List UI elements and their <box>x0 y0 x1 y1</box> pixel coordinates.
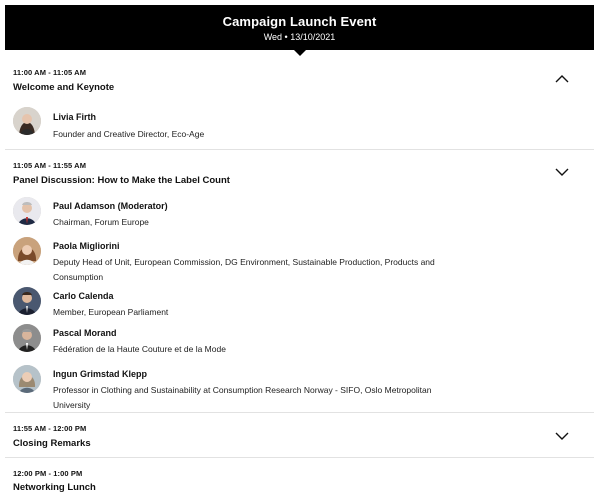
speaker-name: Paul Adamson (Moderator) <box>53 201 168 211</box>
speaker-avatar <box>13 287 41 315</box>
speaker-role: Chairman, Forum Europe <box>53 217 149 227</box>
session-title: Panel Discussion: How to Make the Label Count <box>13 175 230 186</box>
agenda-panel <box>5 5 594 494</box>
session-title: Welcome and Keynote <box>13 82 115 93</box>
speaker-name: Paola Migliorini <box>53 241 120 251</box>
event-header <box>5 5 594 50</box>
divider <box>5 457 594 458</box>
divider <box>5 412 594 413</box>
session-title: Networking Lunch <box>13 482 96 493</box>
speaker-role: Professor in Clothing and Sustainability at Consumption Research Norway - SIFO, Oslo Metropolitan University <box>53 385 432 410</box>
session-time: 12:00 PM - 1:00 PM <box>13 469 83 478</box>
session-title: Closing Remarks <box>13 438 91 449</box>
speaker-role: Fédération de la Haute Couture et de la Mode <box>53 344 226 354</box>
speaker-name: Ingun Grimstad Klepp <box>53 369 148 379</box>
speaker-avatar <box>13 237 41 265</box>
speaker-role: Founder and Creative Director, Eco-Age <box>53 129 205 139</box>
session-time: 11:05 AM - 11:55 AM <box>13 161 87 170</box>
speaker-role: Deputy Head of Unit, European Commission, DG Environment, Sustainable Production, Products and Consumption <box>53 257 435 282</box>
divider <box>5 149 594 150</box>
speaker-avatar <box>13 197 41 225</box>
event-date: Wed • 13/10/2021 <box>263 32 336 42</box>
session-time: 11:55 AM - 12:00 PM <box>13 424 87 433</box>
chevron-down-icon[interactable] <box>554 167 570 177</box>
chevron-down-icon[interactable] <box>554 431 570 441</box>
speaker-avatar <box>13 324 41 352</box>
speaker-name: Livia Firth <box>53 112 97 122</box>
speaker-avatar <box>13 365 41 393</box>
speaker-name: Carlo Calenda <box>53 291 114 301</box>
speaker-name: Pascal Morand <box>53 328 117 338</box>
session-time: 11:00 AM - 11:05 AM <box>13 68 87 77</box>
event-title: Campaign Launch Event <box>222 14 377 29</box>
chevron-up-icon[interactable] <box>554 74 570 84</box>
header-pointer <box>294 50 306 56</box>
speaker-role: Member, European Parliament <box>53 307 169 317</box>
speaker-avatar <box>13 107 41 135</box>
